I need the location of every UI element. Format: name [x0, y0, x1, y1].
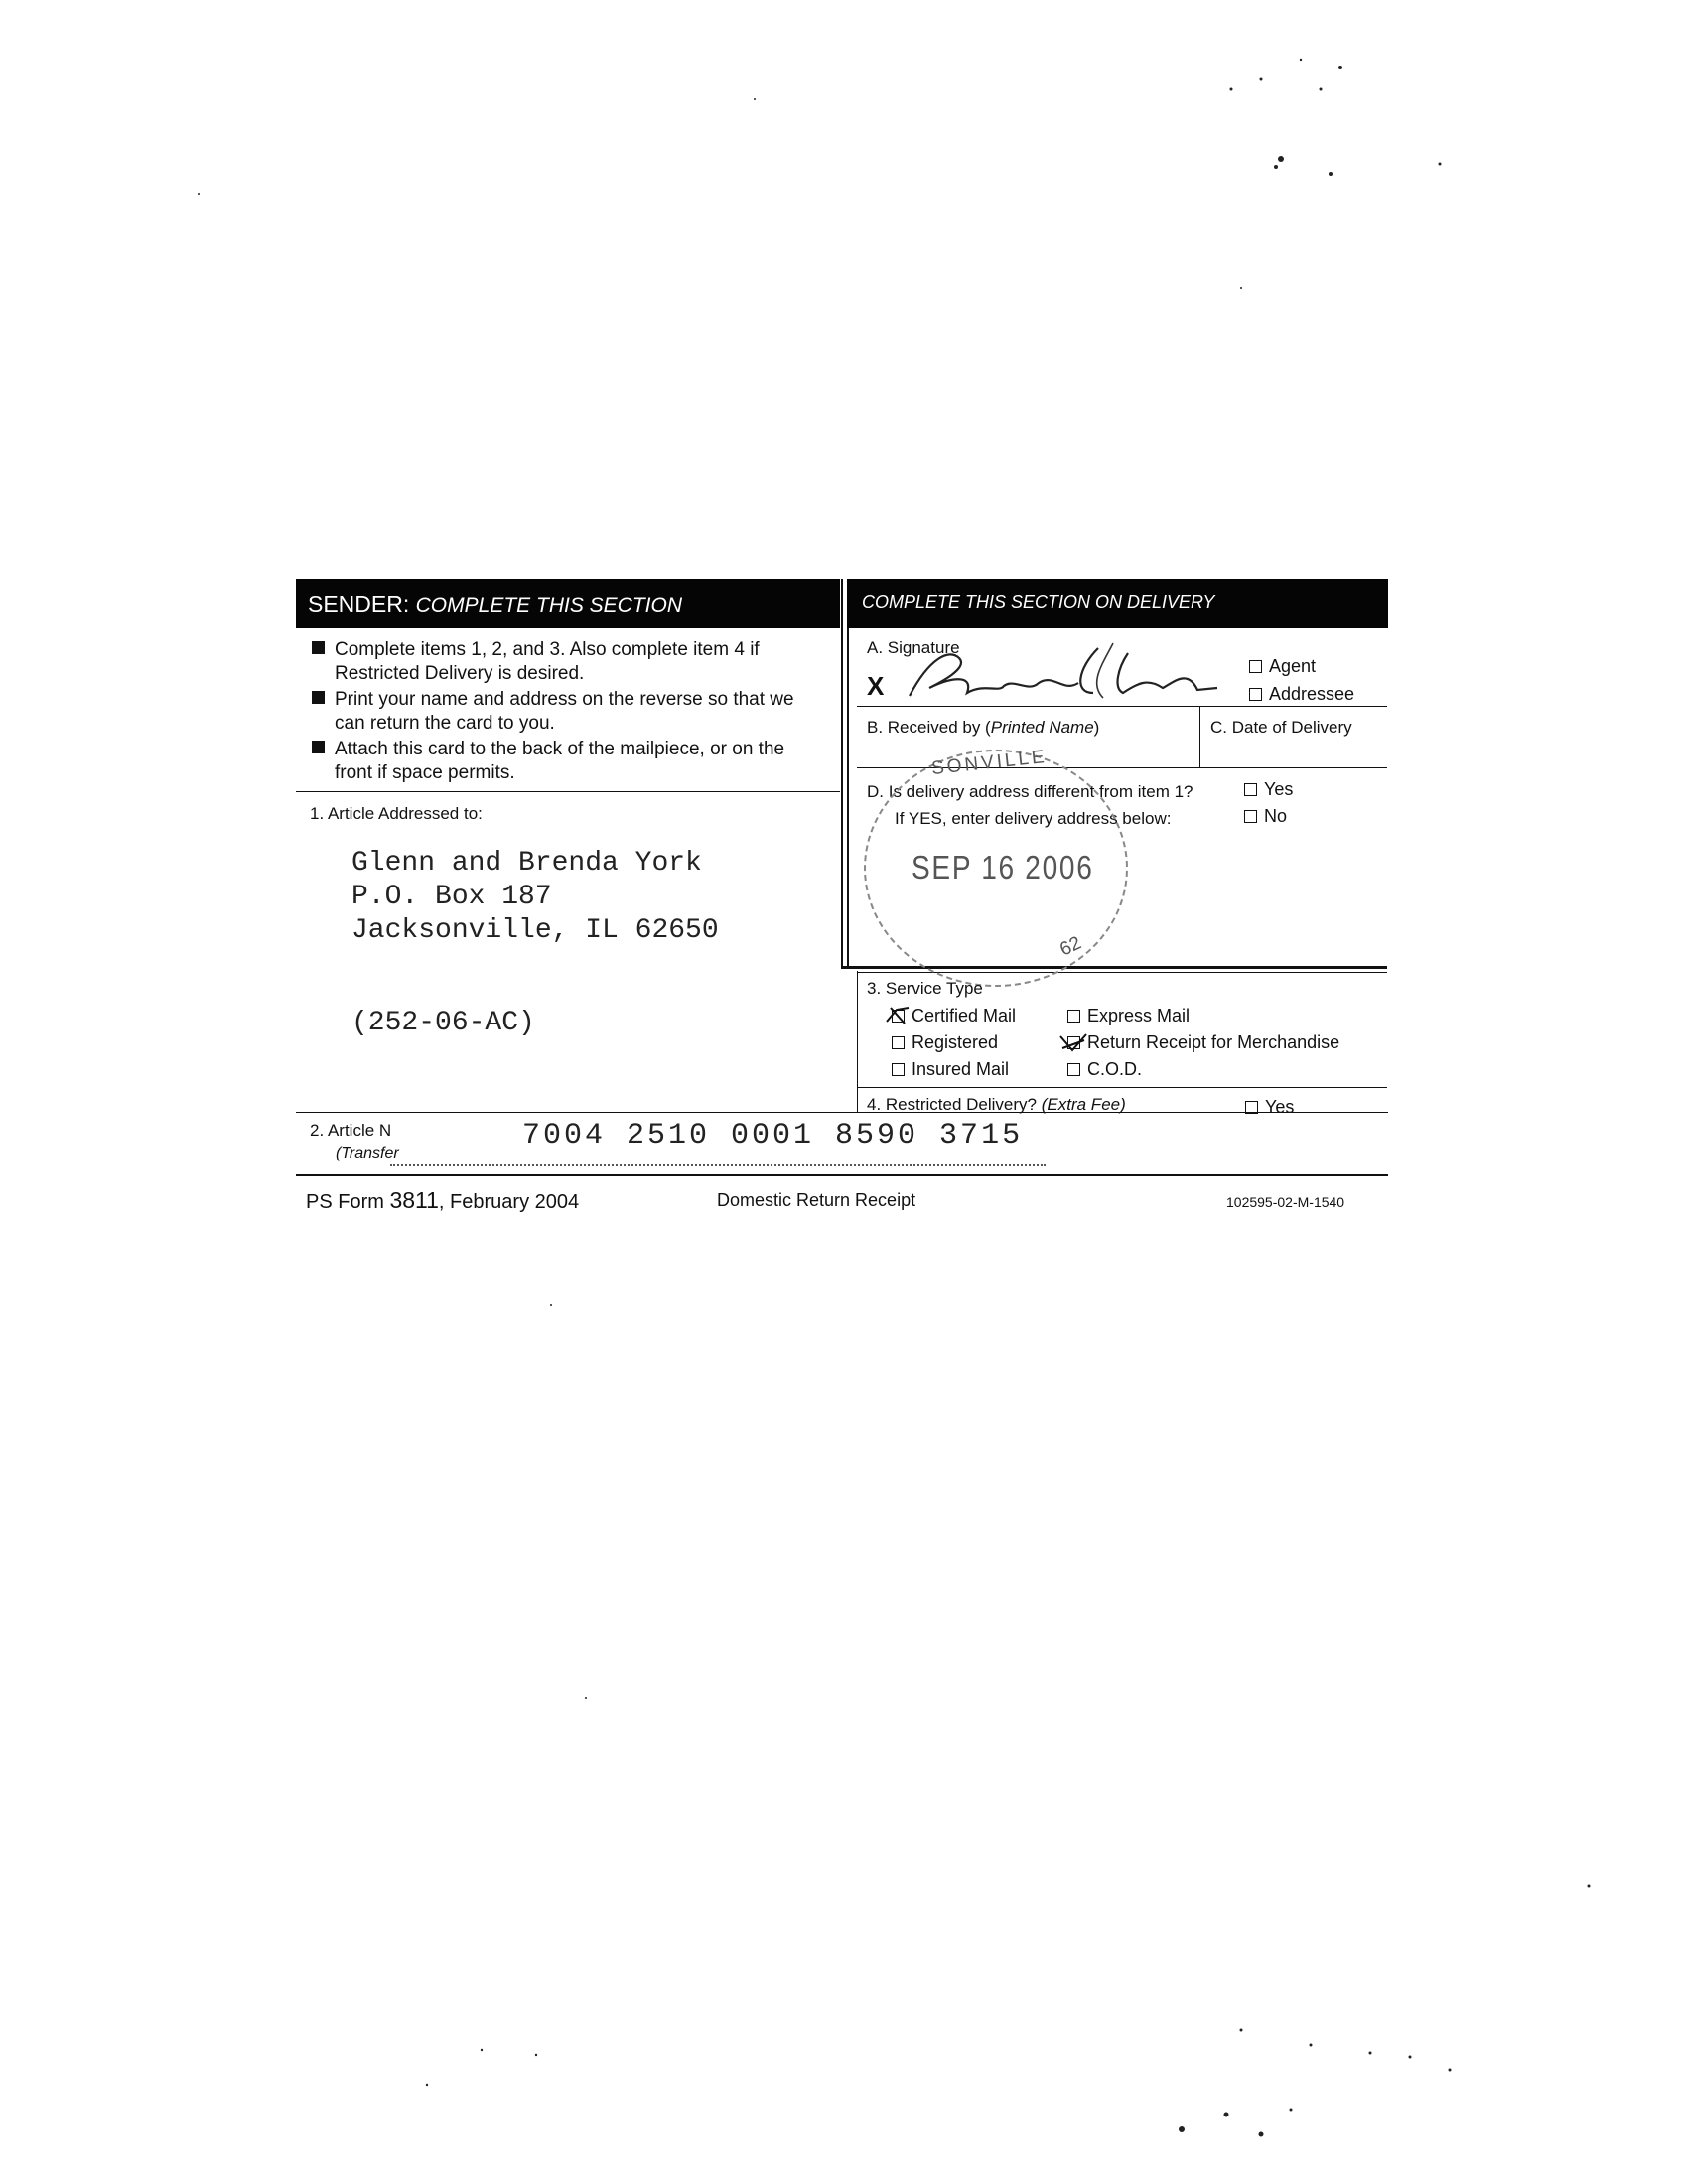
delivery-address-question: D. Is delivery address different from item 1?	[867, 782, 1193, 801]
form-code: 102595-02-M-1540	[1226, 1194, 1345, 1210]
express-mail-option[interactable]: Express Mail	[1067, 1006, 1190, 1026]
postmark-city: SONVILLE	[930, 746, 1049, 780]
article-number-label: 2. Article N	[310, 1121, 392, 1140]
return-receipt-option[interactable]: Return Receipt for Merchandise	[1067, 1032, 1339, 1053]
date-of-delivery-label: C. Date of Delivery	[1210, 718, 1352, 737]
postmark-zip: 62	[1056, 932, 1085, 961]
article-addressed-label: 1. Article Addressed to:	[310, 804, 483, 823]
service-type-label: 3. Service Type	[867, 979, 983, 998]
article-number-sublabel: (Transfer	[336, 1145, 399, 1161]
signature-x-mark: X	[867, 671, 885, 701]
article-number-value: 7004 2510 0001 8590 3715	[522, 1119, 1024, 1153]
sender-header-italic: COMPLETE THIS SECTION	[415, 594, 683, 616]
reference-code: (252-06-AC)	[351, 1008, 535, 1038]
addressee-option[interactable]: Addressee	[1249, 684, 1354, 705]
form-number: PS Form 3811, February 2004	[306, 1187, 580, 1213]
postmark-date: SEP 16 2006	[912, 849, 1094, 886]
certified-mail-option[interactable]: Certified Mail	[892, 1006, 1016, 1026]
address-line: P.O. Box 187	[351, 882, 552, 912]
instruction-item: Print your name and address on the reverse so that we can return the card to you.	[312, 688, 801, 736]
restricted-delivery-label: 4. Restricted Delivery? (Extra Fee)	[867, 1095, 1126, 1114]
different-address-no[interactable]: No	[1244, 806, 1287, 827]
delivery-section-header: COMPLETE THIS SECTION ON DELIVERY	[847, 579, 1388, 628]
received-by-label: B. Received by (Printed Name)	[867, 718, 1100, 737]
signature-label: A. Signature	[867, 638, 960, 657]
instruction-item: Complete items 1, 2, and 3. Also complete item 4 if Restricted Delivery is desired.	[312, 638, 801, 686]
restricted-delivery-yes[interactable]: Yes	[1245, 1097, 1294, 1118]
agent-option[interactable]: Agent	[1249, 656, 1316, 677]
if-yes-instruction: If YES, enter delivery address below:	[895, 809, 1172, 828]
sender-header-prefix: SENDER:	[308, 591, 410, 616]
registered-option[interactable]: Registered	[892, 1032, 998, 1053]
form-title: Domestic Return Receipt	[717, 1190, 916, 1210]
instruction-item: Attach this card to the back of the mailpiece, or on the front if space permits.	[312, 738, 801, 785]
address-line: Jacksonville, IL 62650	[351, 915, 719, 946]
insured-mail-option[interactable]: Insured Mail	[892, 1059, 1009, 1080]
address-line: Glenn and Brenda York	[351, 848, 702, 879]
different-address-yes[interactable]: Yes	[1244, 779, 1293, 800]
cod-option[interactable]: C.O.D.	[1067, 1059, 1142, 1080]
